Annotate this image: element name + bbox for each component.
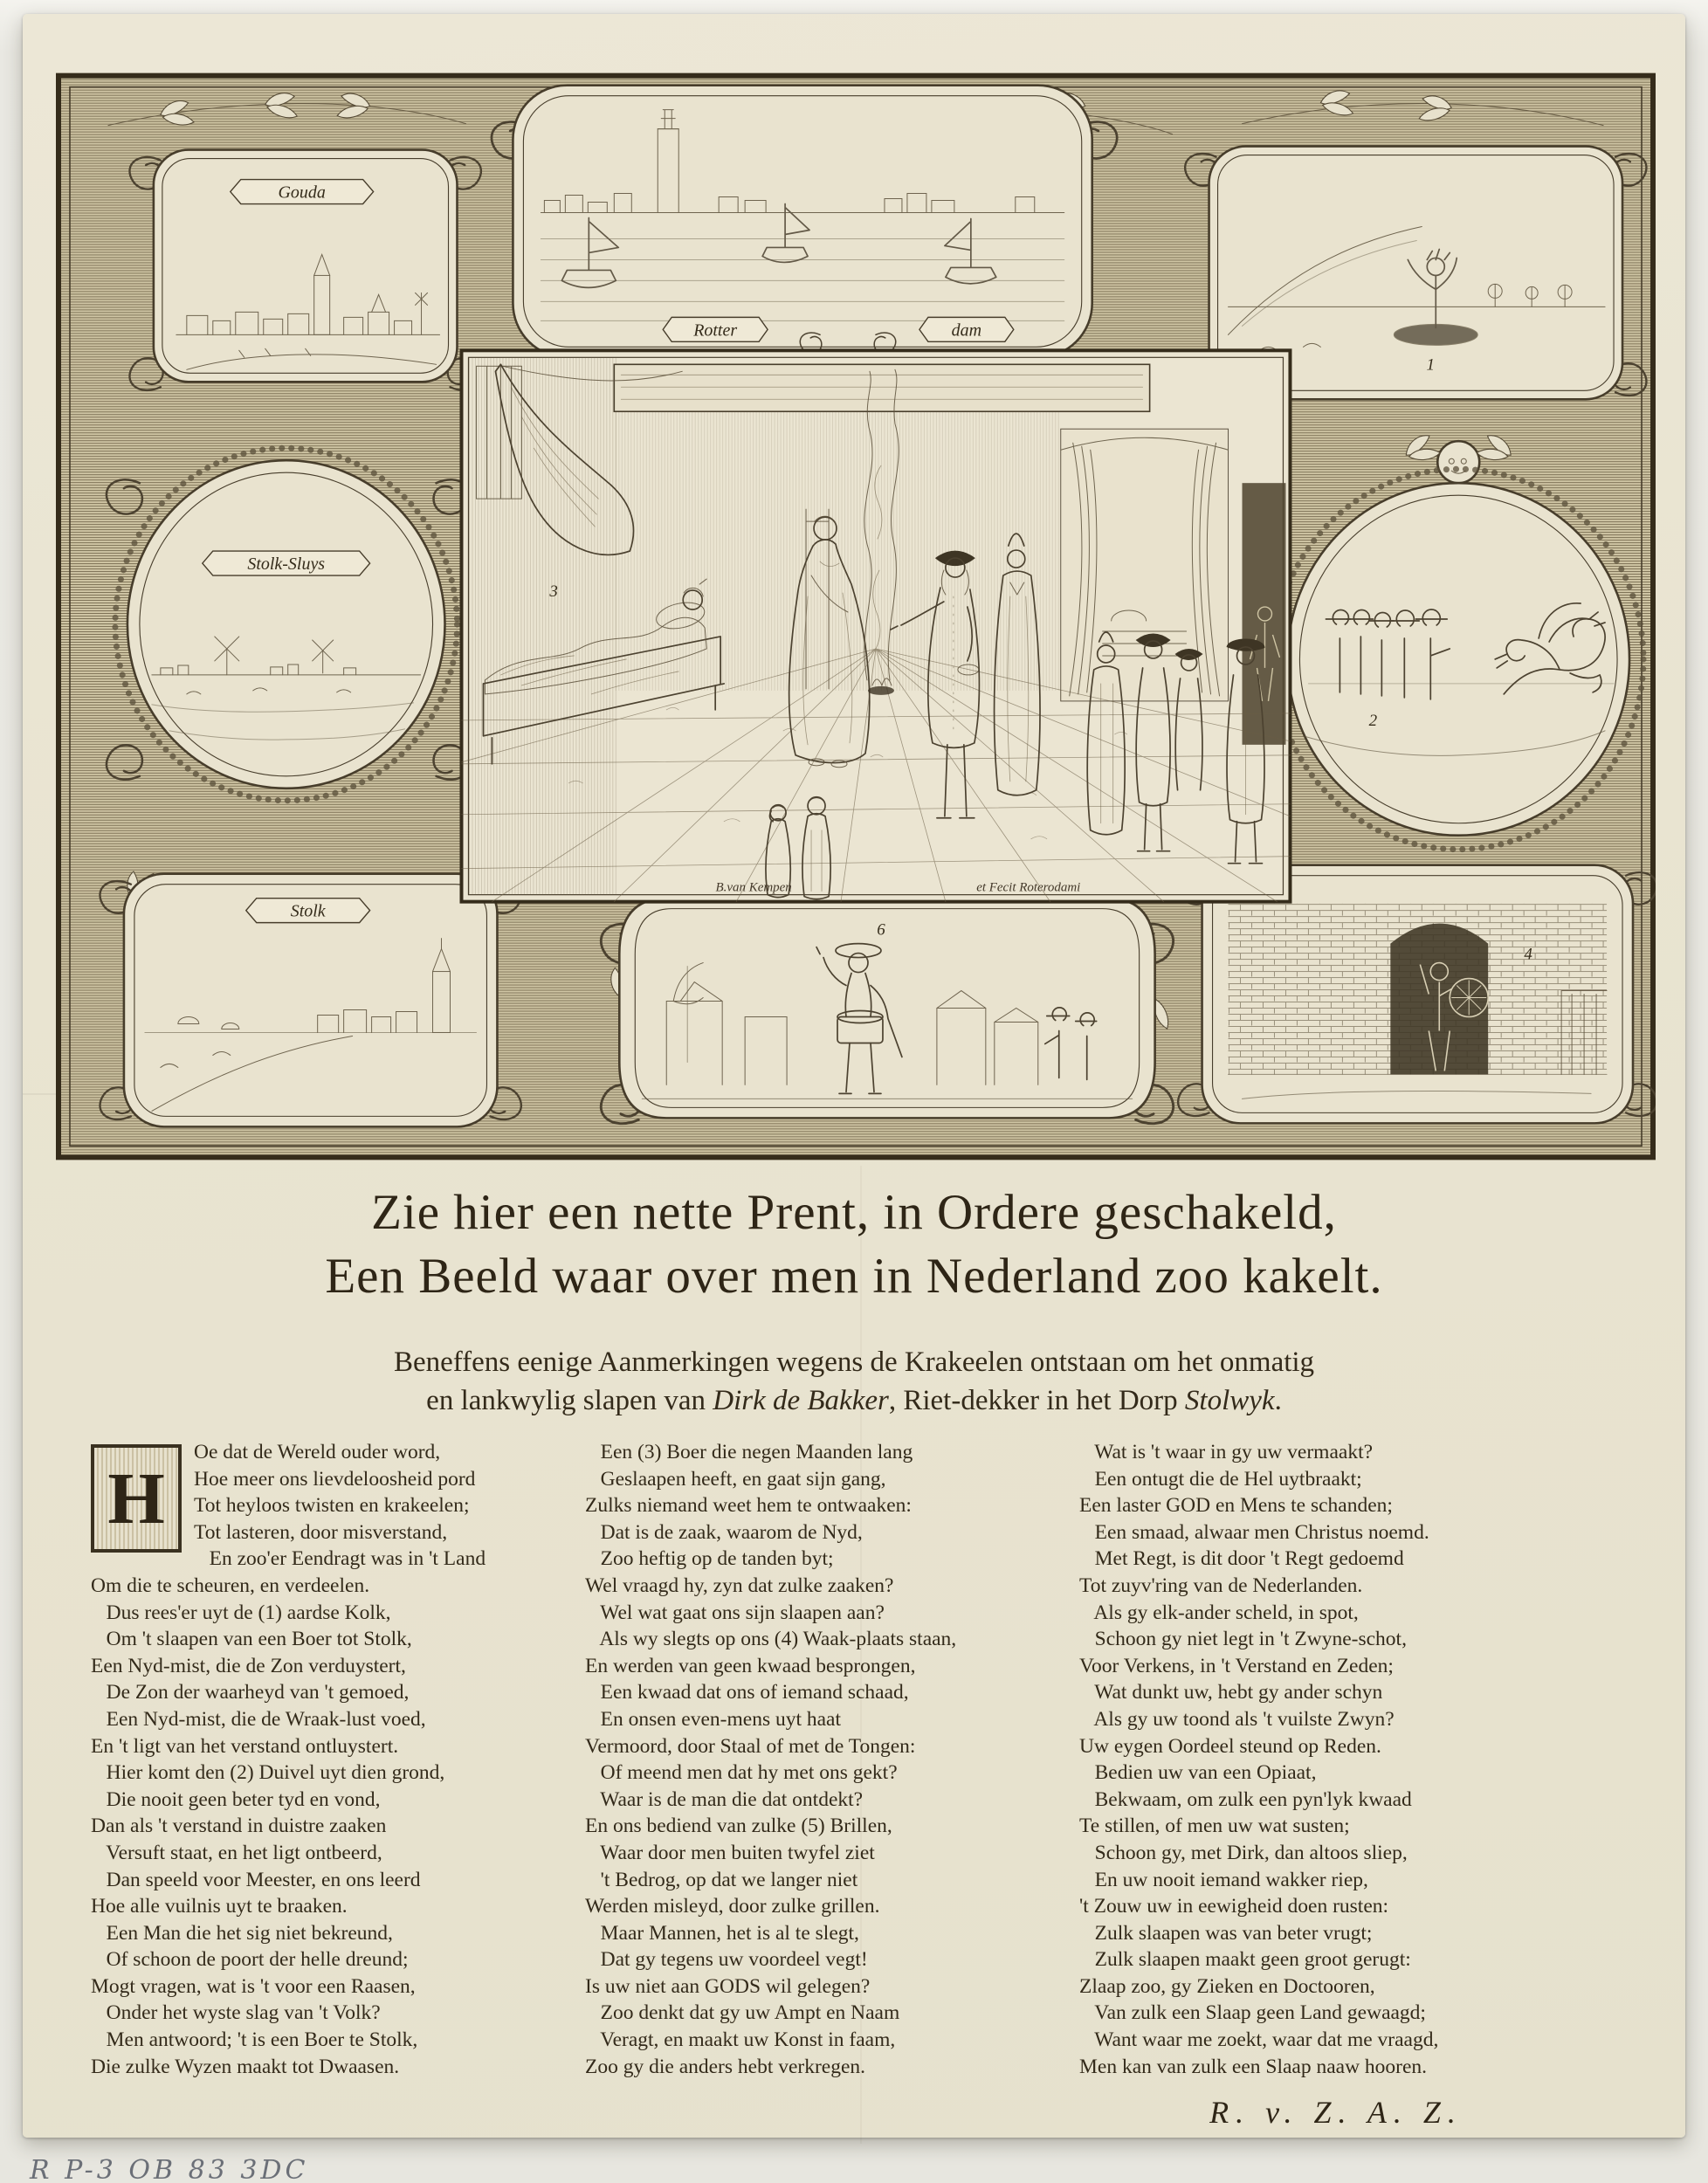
- verse-columns: [91, 1439, 1558, 2080]
- verse-line: Dat is de zaak, waarom de Nyd,: [585, 1520, 863, 1544]
- verse-line: Schoon gy, met Dirk, dan altoos sliep,: [1079, 1841, 1408, 1864]
- verse-lines-3: [1079, 1439, 1558, 2080]
- cartouche-rotterdam: [492, 86, 1117, 358]
- verse-line: Wel wat gaat ons sijn slaapen aan?: [585, 1601, 885, 1624]
- cartouche-drummer: [601, 899, 1173, 1124]
- rotterdam-label-left: Rotter: [693, 320, 738, 341]
- engraving-svg: [56, 72, 1656, 1161]
- handwritten-inventory-note: R P-3 OB 83 3DC: [30, 2155, 309, 2183]
- verse-line: En werden van geen kwaad besprongen,: [585, 1654, 916, 1677]
- verse-line: Wat dunkt uw, hebt gy ander schyn: [1079, 1681, 1383, 1704]
- stolk-label: Stolk: [290, 901, 326, 921]
- verse-column-1: [91, 1439, 569, 2080]
- verse-line: Hoe alle vuilnis uyt te braaken.: [91, 1895, 348, 1918]
- verse-line: En zoo'er Eendragt was in 't Land: [194, 1547, 486, 1571]
- verse-line: Als gy elk-ander scheld, in spot,: [1079, 1601, 1359, 1624]
- verse-line: Waar is de man die dat ontdekt?: [585, 1787, 864, 1811]
- verse-line: Versuft staat, en het ligt ontbeerd,: [91, 1841, 382, 1864]
- verse-line: Hier komt den (2) Duivel uyt dien grond,: [91, 1761, 445, 1785]
- verse-line: Als gy uw toond als 't vuilste Zwyn?: [1079, 1707, 1395, 1731]
- verse-line: Men antwoord; 't is een Boer te Stolk,: [91, 2028, 418, 2052]
- cartouche-gouda: [129, 150, 480, 390]
- verse-line: Oe dat de Wereld ouder word,: [194, 1441, 441, 1463]
- dropcap-initial: H: [91, 1444, 182, 1553]
- gouda-label-banner: [231, 180, 374, 204]
- verse-lines-2: [585, 1439, 1064, 2080]
- stolksluys-label-banner: [203, 551, 370, 575]
- verse-line: Wel vraagd hy, zyn dat zulke zaaken?: [585, 1574, 894, 1597]
- subtitle-block: [0, 1343, 1708, 1420]
- subtitle-line-1: Beneffens eenige Aanmerkingen wegens de Krakeelen ontstaan om het onmatig: [393, 1346, 1315, 1378]
- verse-line: Te stillen, of men uw wat susten;: [1079, 1815, 1350, 1838]
- title-block: [0, 1181, 1708, 1308]
- verse-line: Zoo heftig op de tanden byt;: [585, 1547, 834, 1571]
- verse-line: En onsen even-mens uyt haat: [585, 1707, 842, 1731]
- verse-line: Vermoord, door Staal of met de Tongen:: [585, 1734, 916, 1758]
- verse-line: Of schoon de poort der helle dreund;: [91, 1948, 409, 1972]
- verse-line: Een Man die het sig niet bekreund,: [91, 1921, 393, 1945]
- verse-line: Een smaad, alwaar men Christus noemd.: [1079, 1520, 1429, 1544]
- verse-line: Maar Mannen, het is al te slegt,: [585, 1921, 859, 1945]
- verse-line: Een Nyd-mist, die de Wraak-lust voed,: [91, 1707, 426, 1731]
- subtitle-part: , Riet-dekker in het Dorp: [888, 1385, 1185, 1416]
- verse-line: Voor Verkens, in 't Verstand en Zeden;: [1079, 1654, 1394, 1677]
- verse-line: Mogt vragen, wat is 't voor een Raasen,: [91, 1974, 416, 1998]
- verse-line: Onder het wyste slag van 't Volk?: [91, 2001, 381, 2025]
- verse-line: Van zulk een Slaap geen Land gewaagd;: [1079, 2001, 1426, 2025]
- verse-line: Werden misleyd, door zulke grillen.: [585, 1895, 880, 1918]
- verse-line: Zulk slaapen was van beter vrugt;: [1079, 1921, 1373, 1945]
- verse-line: Veragt, en maakt uw Konst in faam,: [585, 2028, 896, 2052]
- verse-line: En uw nooit iemand wakker riep,: [1079, 1868, 1368, 1891]
- verse-line: Schoon gy niet legt in 't Zwyne-schot,: [1079, 1628, 1407, 1651]
- verse-line: 't Bedrog, op dat we langer niet: [585, 1868, 858, 1891]
- central-scene: [461, 350, 1290, 901]
- verse-line: Om 't slaapen van een Boer tot Stolk,: [91, 1628, 412, 1651]
- verse-line: Dan als 't verstand in duistre zaaken: [91, 1815, 387, 1838]
- verse-line: Tot zuyv'ring van de Nederlanden.: [1079, 1574, 1363, 1597]
- subtitle-name-stolwyk: Stolwyk: [1184, 1385, 1275, 1416]
- verse-line: Zulk slaapen maakt geen groot gerugt:: [1079, 1948, 1411, 1972]
- verse-line: Een laster GOD en Mens te schanden;: [1079, 1494, 1393, 1518]
- bed-number: 3: [549, 582, 558, 602]
- verse-line: Uw eygen Oordeel steund op Reden.: [1079, 1734, 1381, 1758]
- inscription-left: B.van Kempen: [715, 880, 792, 895]
- verse-line: 't Zouw uw in eewigheid doen rusten:: [1079, 1895, 1389, 1918]
- verse-line: Die nooit geen beter tyd en vond,: [91, 1787, 381, 1811]
- verse-line: Hoe meer ons lievdeloosheid pord: [194, 1467, 476, 1491]
- verse-line: Een ontugt die de Hel uytbraakt;: [1079, 1467, 1362, 1491]
- doorway: [1243, 483, 1286, 745]
- inscription-right: et Fecit Roterodami: [976, 880, 1081, 895]
- pit-number: 1: [1426, 355, 1436, 375]
- cartouche-sentry: [1178, 865, 1656, 1124]
- stolksluys-label: Stolk-Sluys: [247, 554, 326, 575]
- verse-line: Met Regt, is dit door 't Regt gedoemd: [1079, 1547, 1404, 1571]
- verse-line: Zlaap zoo, gy Zieken en Doctooren,: [1079, 1974, 1375, 1998]
- verse-line: Bedien uw van een Opiaat,: [1079, 1761, 1317, 1785]
- verse-line: Zoo denkt dat gy uw Ampt en Naam: [585, 2001, 900, 2025]
- title-line-1: Zie hier een nette Prent, in Ordere geschakeld,: [371, 1185, 1337, 1240]
- drummer-number: 6: [877, 920, 885, 940]
- cartouche-stolk: [100, 874, 520, 1127]
- verse-line: En ons bediend van zulke (5) Brillen,: [585, 1815, 892, 1838]
- subtitle-line-2: [0, 1381, 1708, 1420]
- title-line-2: Een Beeld waar over men in Nederland zoo kakelt.: [325, 1249, 1383, 1304]
- verse-line: Zulks niemand weet hem te ontwaaken:: [585, 1494, 912, 1518]
- verse-line: En 't ligt van het verstand ontluystert.: [91, 1734, 399, 1758]
- verse-line: Bekwaam, om zulk een pyn'lyk kwaad: [1079, 1787, 1412, 1811]
- verse-line: Is uw niet aan GODS wil gelegen?: [585, 1974, 871, 1998]
- stolk-label-banner: [246, 899, 370, 923]
- verse-line: Die zulke Wyzen maakt tot Dwaasen.: [91, 2055, 400, 2078]
- verse-line: Geslaapen heeft, en gaat sijn gang,: [585, 1467, 886, 1491]
- verse-line: Dan speeld voor Meester, en ons leerd: [91, 1868, 421, 1891]
- verse-line: De Zon der waarheyd van 't gemoed,: [91, 1681, 410, 1704]
- verse-line: Zoo gy die anders hebt verkregen.: [585, 2055, 866, 2078]
- verse-line: Een kwaad dat ons of iemand schaad,: [585, 1681, 909, 1704]
- subtitle-name-dirk: Dirk de Bakker: [713, 1385, 889, 1416]
- verse-line: Om die te scheuren, en verdeelen.: [91, 1574, 370, 1597]
- verse-line: Of meend men dat hy met ons gekt?: [585, 1761, 898, 1785]
- verse-line: Een Nyd-mist, die de Zon verduystert,: [91, 1654, 406, 1677]
- gouda-label: Gouda: [278, 182, 326, 203]
- verse-line: Dat gy tegens uw voordeel vegt!: [585, 1948, 868, 1972]
- verse-line: Men kan van zulk een Slaap naaw hooren.: [1079, 2055, 1428, 2078]
- watch-number: 4: [1524, 945, 1532, 964]
- devil-number: 2: [1368, 711, 1378, 730]
- engraved-plate: [56, 72, 1656, 1161]
- subtitle-part: en lankwylig slapen van: [426, 1385, 713, 1416]
- verse-line: Dus rees'er uyt de (1) aardse Kolk,: [91, 1601, 391, 1624]
- verse-line: Als wy slegts op ons (4) Waak-plaats staan,: [585, 1628, 957, 1651]
- author-signature: R. v. Z. A. Z.: [1209, 2095, 1463, 2130]
- alcove-bed: [1061, 429, 1229, 701]
- verse-line: Tot heyloos twisten en krakeelen;: [194, 1494, 470, 1518]
- verse-line: Wat is 't waar in gy uw vermaakt?: [1079, 1441, 1374, 1463]
- verse-line: Waar door men buiten twyfel ziet: [585, 1841, 875, 1864]
- subtitle-part: .: [1274, 1385, 1282, 1416]
- verse-column-3: [1079, 1439, 1558, 2080]
- verse-column-2: [585, 1439, 1064, 2080]
- verse-line: Een (3) Boer die negen Maanden lang: [585, 1441, 913, 1463]
- verse-line: Tot lasteren, door misverstand,: [194, 1520, 448, 1544]
- verse-line: Want waar me zoekt, waar dat me vraagd,: [1079, 2028, 1439, 2052]
- rotterdam-label-right: dam: [951, 320, 982, 341]
